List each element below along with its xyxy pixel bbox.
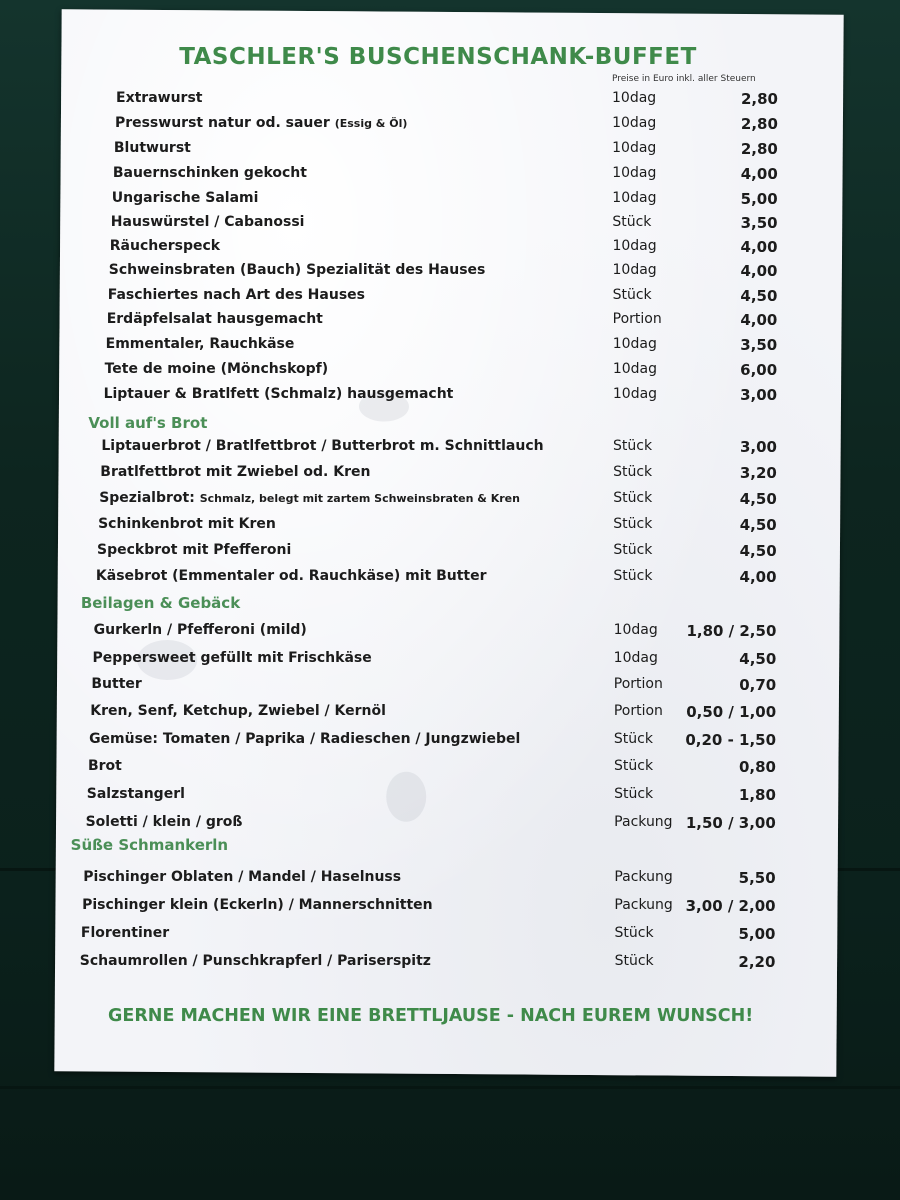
item-name-detail: (Essig & Öl) <box>334 117 408 130</box>
item-price: 4,00 <box>740 262 778 280</box>
menu-item <box>0 758 900 780</box>
item-name <box>87 786 185 802</box>
item-price: 1,50 / 3,00 <box>685 814 776 832</box>
item-unit: 10dag <box>612 238 657 254</box>
item-unit: Packung <box>614 814 673 830</box>
item-name-text: Florentiner <box>80 925 170 941</box>
item-unit: 10dag <box>612 90 657 106</box>
item-name-text: Emmentaler, Rauchkäse <box>105 336 295 352</box>
item-unit: 10dag <box>612 336 657 352</box>
item-name-detail: Schmalz, belegt mit zartem Schweinsbraten & Kren <box>199 492 520 505</box>
item-unit: 10dag <box>612 262 657 278</box>
menu-item <box>0 115 900 137</box>
item-price: 4,00 <box>740 311 778 329</box>
menu-item <box>0 516 900 538</box>
item-name-text: Schaumrollen / Punschkrapferl / Pariserspitz <box>79 953 431 969</box>
item-name <box>100 464 370 480</box>
item-unit: Packung <box>614 869 673 885</box>
item-price: 2,80 <box>740 90 778 108</box>
item-name-text: Räucherspeck <box>109 238 221 254</box>
item-unit: 10dag <box>612 386 658 402</box>
menu-item <box>0 814 900 836</box>
item-name-text: Bratlfettbrot mit Zwiebel od. Kren <box>100 464 371 480</box>
item-unit: Stück <box>613 464 653 480</box>
menu-item <box>0 311 900 333</box>
item-unit: Stück <box>613 731 653 747</box>
menu-item <box>0 238 900 260</box>
menu-item <box>0 568 900 590</box>
item-unit: Stück <box>613 438 653 454</box>
item-name-text: Bauernschinken gekocht <box>112 165 307 181</box>
item-unit: Stück <box>613 516 653 532</box>
item-price: 2,80 <box>740 140 778 158</box>
menu-item <box>0 542 900 564</box>
menu-item <box>0 190 900 212</box>
menu-item <box>0 953 900 975</box>
item-price: 3,50 <box>740 336 778 354</box>
item-name <box>97 542 291 558</box>
item-name <box>92 650 371 666</box>
item-price: 5,50 <box>738 869 776 887</box>
item-price: 4,00 <box>740 238 778 256</box>
item-price: 1,80 <box>738 786 776 804</box>
item-name-text: Blutwurst <box>113 140 191 156</box>
menu-item <box>0 140 900 162</box>
item-price: 3,00 <box>739 438 777 456</box>
item-name-text: Gemüse: Tomaten / Paprika / Radieschen / Jungzwiebel <box>89 731 521 747</box>
menu-item <box>0 90 900 112</box>
item-name-text: Hauswürstel / Cabanossi <box>110 214 305 230</box>
item-name-text: Liptauer & Bratlfett (Schmalz) hausgemacht <box>103 386 454 402</box>
item-name-text: Erdäpfelsalat hausgemacht <box>106 311 323 327</box>
item-name <box>114 140 191 156</box>
item-name-text: Schinkenbrot mit Kren <box>98 516 276 532</box>
item-price: 5,00 <box>738 925 776 943</box>
item-name-text: Presswurst natur od. sauer <box>114 115 330 131</box>
item-price: 4,00 <box>739 568 777 586</box>
menu-title: TASCHLER'S BUSCHENSCHANK-BUFFET <box>179 44 697 70</box>
menu-item <box>0 622 900 644</box>
item-name <box>111 214 305 230</box>
item-name <box>91 676 141 692</box>
price-note: Preise in Euro inkl. aller Steuern <box>612 74 756 84</box>
item-price: 0,20 - 1,50 <box>685 731 777 749</box>
item-name-text: Peppersweet gefüllt mit Frischkäse <box>92 650 372 666</box>
item-name-text: Liptauerbrot / Bratlfettbrot / Butterbrot m. Schnittlauch <box>101 438 544 454</box>
item-price: 3,00 <box>740 386 778 404</box>
item-name <box>110 238 220 254</box>
item-name <box>106 336 295 352</box>
item-name <box>80 953 431 969</box>
item-price: 0,80 <box>738 758 776 776</box>
item-name <box>116 90 202 106</box>
item-name <box>82 897 433 913</box>
item-unit: Stück <box>614 953 654 969</box>
section-heading: Beilagen & Gebäck <box>80 594 241 612</box>
item-name <box>83 869 401 885</box>
section-heading: Süße Schmankerln <box>70 836 229 854</box>
item-price: 2,20 <box>738 953 776 971</box>
item-name <box>112 190 259 206</box>
item-name <box>81 925 169 941</box>
item-name-text: Brot <box>87 758 122 774</box>
item-name <box>109 262 486 278</box>
menu-footer: GERNE MACHEN WIR EINE BRETTLJAUSE - NACH EUREM WUNSCH! <box>108 1006 754 1026</box>
menu-item <box>0 214 900 236</box>
menu-item <box>0 287 900 309</box>
item-unit: Packung <box>614 897 673 913</box>
menu-item <box>0 336 900 358</box>
item-price: 4,50 <box>739 490 777 508</box>
item-name-text: Pischinger Oblaten / Mandel / Haselnuss <box>83 869 402 885</box>
item-unit: Stück <box>613 542 653 558</box>
item-name-text: Käsebrot (Emmentaler od. Rauchkäse) mit Butter <box>95 568 487 584</box>
item-unit: Portion <box>612 311 662 327</box>
item-name <box>86 814 243 830</box>
item-name <box>89 731 520 747</box>
item-name-text: Spezialbrot: <box>99 490 195 506</box>
item-price: 3,50 <box>740 214 778 232</box>
item-price: 4,50 <box>739 650 777 668</box>
menu-item <box>0 650 900 672</box>
menu-item <box>0 925 900 947</box>
item-name <box>107 311 323 327</box>
item-price: 3,00 / 2,00 <box>685 897 776 915</box>
menu-item <box>0 869 900 891</box>
menu-item <box>0 676 900 698</box>
menu-item <box>0 165 900 187</box>
menu-item <box>0 361 900 383</box>
item-unit: 10dag <box>612 190 657 206</box>
item-name <box>90 703 386 719</box>
item-unit: Portion <box>613 676 663 692</box>
menu-item <box>0 731 900 753</box>
menu-item <box>0 786 900 808</box>
item-name-text: Butter <box>91 676 142 692</box>
item-name <box>113 165 307 181</box>
item-price: 6,00 <box>740 361 778 379</box>
item-price: 5,00 <box>740 190 778 208</box>
item-unit: 10dag <box>613 650 658 666</box>
item-name-text: Salzstangerl <box>86 786 185 802</box>
item-name <box>104 386 454 402</box>
item-price: 3,20 <box>739 464 777 482</box>
menu-item <box>0 262 900 284</box>
menu-item <box>0 703 900 725</box>
item-price: 1,80 / 2,50 <box>686 622 777 640</box>
item-name-text: Pischinger klein (Eckerln) / Mannerschnitten <box>82 897 433 913</box>
item-price: 4,50 <box>740 287 778 305</box>
menu-item <box>0 490 900 512</box>
item-name-text: Kren, Senf, Ketchup, Zwiebel / Kernöl <box>90 703 386 719</box>
menu-item <box>0 386 900 408</box>
item-unit: 10dag <box>613 622 658 638</box>
item-unit: Stück <box>613 568 653 584</box>
item-unit: 10dag <box>612 115 657 131</box>
item-unit: 10dag <box>612 165 657 181</box>
item-name <box>98 516 276 532</box>
item-name <box>96 568 487 584</box>
item-unit: Stück <box>614 925 654 941</box>
item-name <box>94 622 307 638</box>
item-unit: 10dag <box>612 140 657 156</box>
item-unit: Stück <box>613 490 653 506</box>
section-heading: Voll auf's Brot <box>88 414 208 432</box>
item-name-text: Extrawurst <box>116 90 203 106</box>
item-unit: Stück <box>614 786 654 802</box>
item-name <box>105 361 329 377</box>
item-price: 4,50 <box>739 542 777 560</box>
item-unit: Stück <box>612 214 652 230</box>
item-price: 0,50 / 1,00 <box>686 703 777 721</box>
item-name <box>115 115 407 131</box>
item-unit: Stück <box>614 758 654 774</box>
menu-item <box>0 897 900 919</box>
item-unit: Stück <box>612 287 652 303</box>
item-name <box>99 490 520 506</box>
item-price: 4,00 <box>740 165 778 183</box>
item-name <box>88 758 122 774</box>
menu-item <box>0 438 900 460</box>
item-name <box>108 287 365 303</box>
menu-item <box>0 464 900 486</box>
item-name-text: Soletti / klein / groß <box>85 814 243 830</box>
item-unit: 10dag <box>612 361 657 377</box>
item-name-text: Speckbrot mit Pfefferoni <box>97 542 292 558</box>
item-name-text: Schweinsbraten (Bauch) Spezialität des Hauses <box>108 262 486 278</box>
item-price: 0,70 <box>739 676 777 694</box>
table-plank-seam <box>0 1086 900 1089</box>
item-name-text: Gurkerln / Pfefferoni (mild) <box>93 622 307 638</box>
item-unit: Portion <box>613 703 663 719</box>
item-price: 4,50 <box>739 516 777 534</box>
item-name-text: Faschiertes nach Art des Hauses <box>107 287 365 303</box>
item-name-text: Tete de moine (Mönchskopf) <box>104 361 329 377</box>
item-name-text: Ungarische Salami <box>111 190 259 206</box>
item-price: 2,80 <box>740 115 778 133</box>
item-name <box>101 438 543 454</box>
